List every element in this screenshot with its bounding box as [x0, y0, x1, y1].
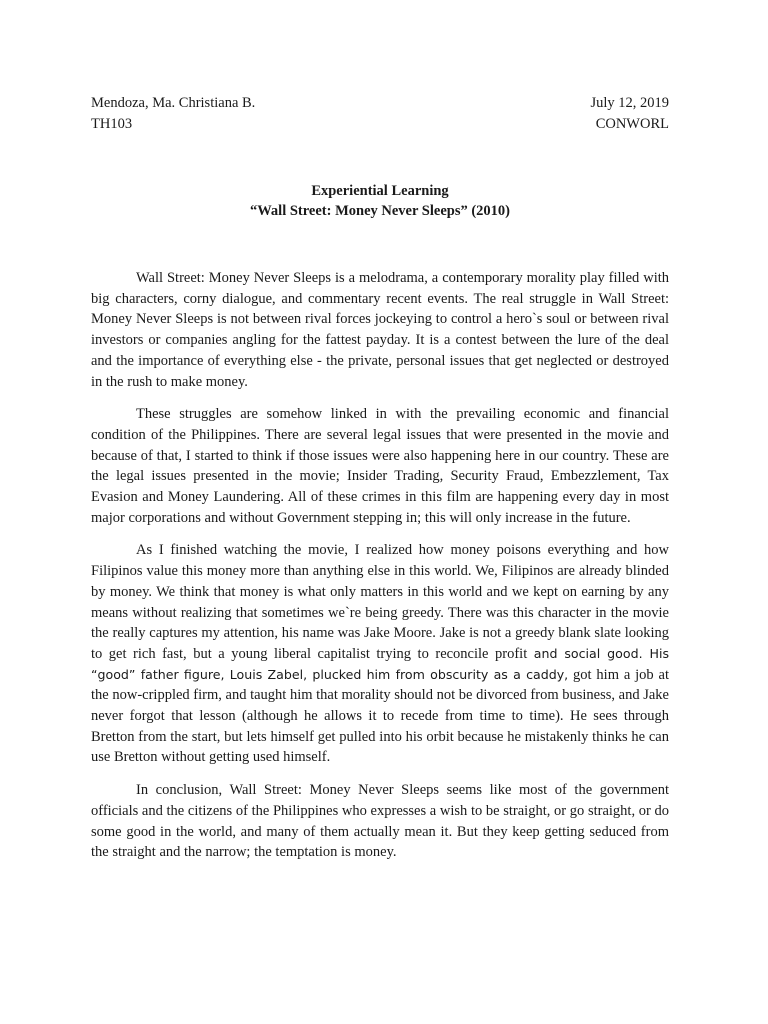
paragraph-3-part-c: got him a job at the now-crippled firm, and taught him that morality should not be divorced from business, and Jake never forgot that lesson (although he allows it to recede from time to time). He sees through Bretton from the start, but lets himself get pulled into his orbit because he mistakenly thinks he can use Bretton without getting used himself.: [91, 666, 670, 766]
header-row-1: [91, 93, 669, 113]
document-title: [91, 181, 669, 221]
document-date: July 12, 2019: [590, 95, 669, 111]
paragraph-1: Wall Street: Money Never Sleeps is a melodrama, a contemporary morality play filled with big characters, corny dialogue, and commentary recent events. The real struggle in Wall Street: Money Never Sleeps is not between rival forces jockeying to control a hero`s soul or between rival investors or companies angling for the fattest payday. It is a contest between the lure of the deal and the importance of everything else - the private, personal issues that get neglected or destroyed in the rush to make money.: [91, 270, 669, 390]
document-body: [91, 268, 669, 875]
paragraph-4: In conclusion, Wall Street: Money Never Sleeps seems like most of the government officials and the citizens of the Philippines who expresses a wish to be straight, or go straight, or do some good in the world, and many of them actually mean it. But they keep getting seduced from the straight and the narrow; the temptation is money.: [91, 782, 669, 861]
header-row-2: [91, 114, 669, 134]
paragraph-3-part-a: As I finished watching the movie, I realized how money poisons everything and how Filipinos value this money more than anything else in this world. We, Filipinos are already blinded by money. We think that money is what only matters in this world and we kept on earning by any means without realizing that sometimes we`re being greedy. There was this character in the movie the really captures my attention, his name was Jake Moore. Jake is not a greedy blank slate looking to get rich fast, but a young liberal capitalist trying to reconcile profit: [91, 542, 669, 662]
paragraph-3-part-b: and social good. His “good” father figure, Louis Zabel, plucked him from obscurity as a caddy,: [91, 645, 670, 682]
paragraph-2: These struggles are somehow linked in with the prevailing economic and financial condition of the Philippines. There are several legal issues that were presented in the movie and because of that, I started to think if those issues were also happening here in our country. These are the legal issues presented in the movie; Insider Trading, Security Fraud, Embezzlement, Tax Evasion and Money Laundering. All of these crimes in this film are happening every day in most major corporations and without Government stepping in; this will only increase in the future.: [91, 406, 669, 526]
course-code: CONWORL: [595, 116, 669, 132]
class-section: TH103: [91, 116, 133, 132]
author-name: Mendoza, Ma. Christiana B.: [91, 95, 256, 111]
title-line-1: Experiential Learning: [311, 183, 449, 199]
paragraph-3: [91, 540, 669, 768]
title-line-2: “Wall Street: Money Never Sleeps” (2010): [249, 203, 510, 219]
